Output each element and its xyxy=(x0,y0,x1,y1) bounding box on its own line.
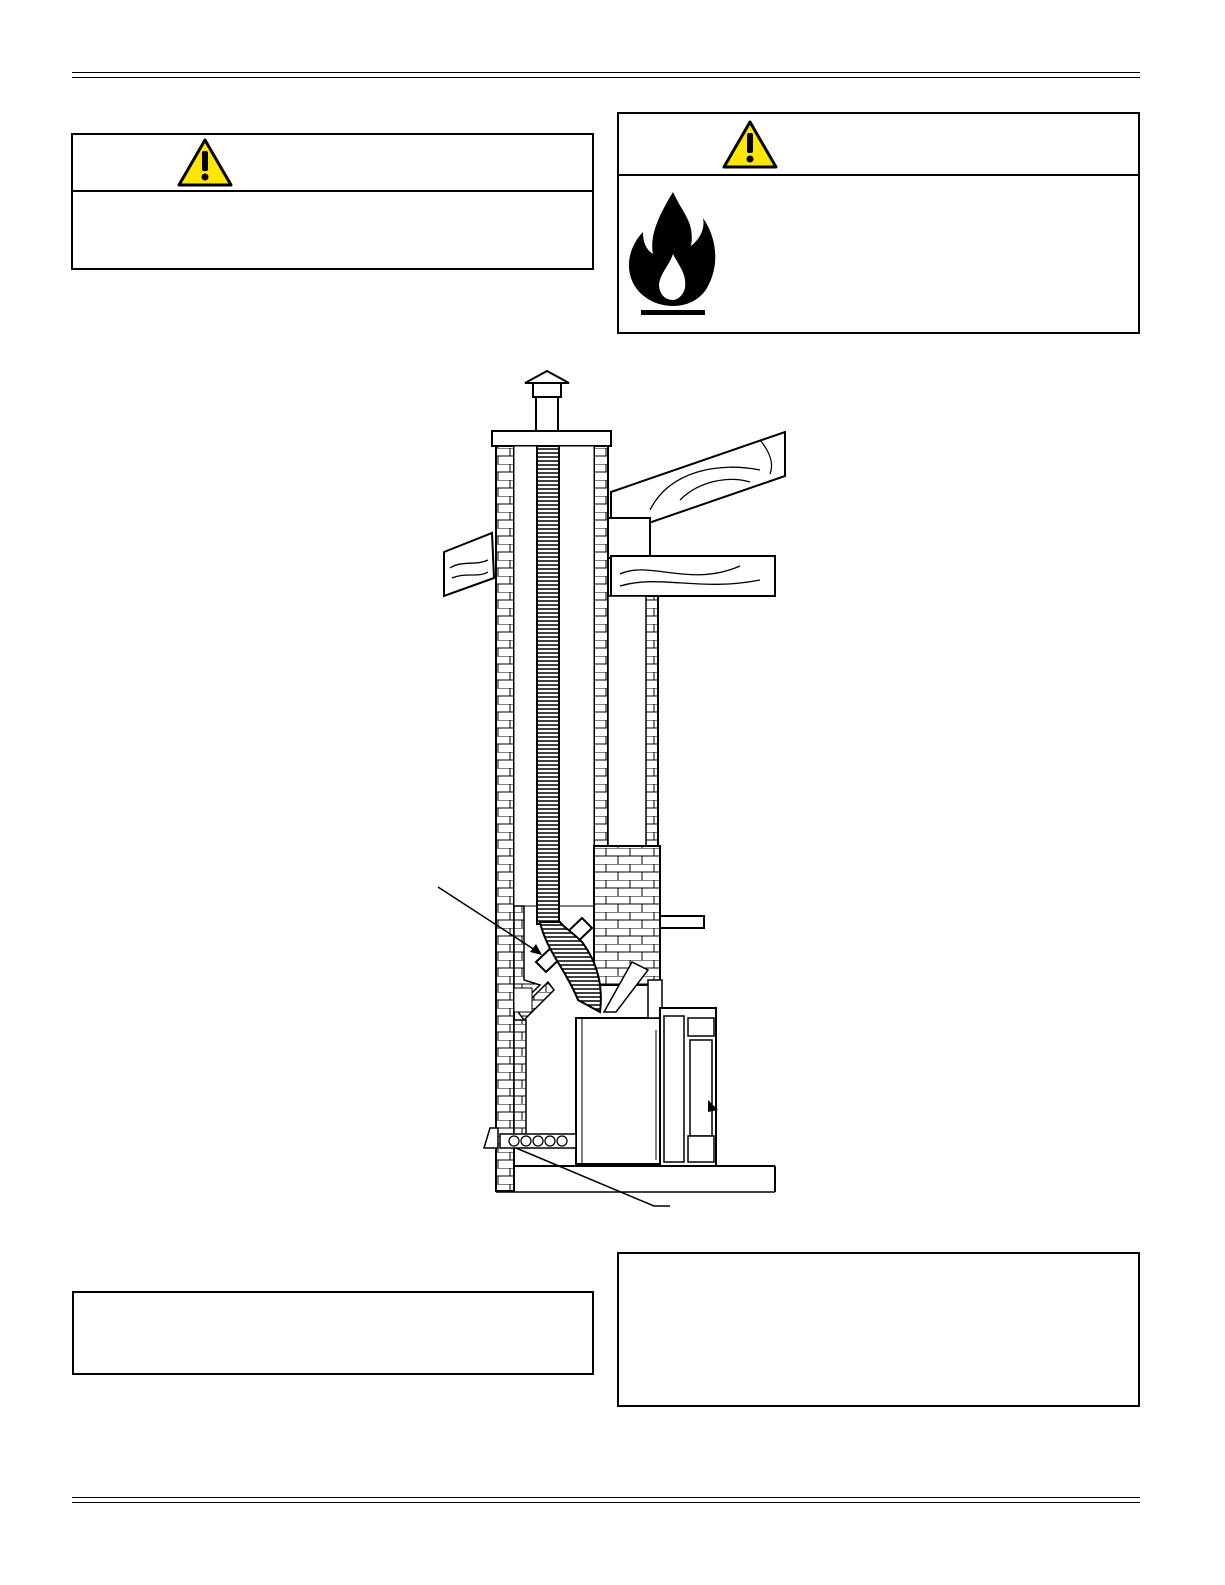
note-box-left xyxy=(72,1291,594,1375)
footer-rule-top xyxy=(72,1497,1140,1498)
warning-box-right xyxy=(617,112,1140,334)
rain-cap xyxy=(525,371,569,431)
warning-box-left xyxy=(71,133,594,270)
flexible-liner xyxy=(537,446,559,924)
chimney-wall-right xyxy=(594,446,608,906)
footer-rule-bottom xyxy=(72,1502,1140,1503)
insert-face xyxy=(660,1008,718,1166)
warning-header xyxy=(73,135,592,192)
firebox-back xyxy=(514,1020,526,1138)
note-box-right xyxy=(617,1252,1140,1407)
mantel-shelf xyxy=(660,916,704,928)
warning-header xyxy=(619,114,1138,176)
roof-framing xyxy=(608,432,785,596)
smoke-chamber xyxy=(594,846,660,985)
air-space xyxy=(608,596,646,846)
header-rule-bottom xyxy=(72,77,1140,78)
warning-triangle-icon xyxy=(176,137,234,189)
header-rule-top xyxy=(72,72,1140,73)
chimney-liner-diagram xyxy=(400,370,800,1210)
siding-detail xyxy=(444,533,494,596)
flame-icon xyxy=(625,188,721,324)
chimney-crown xyxy=(492,431,611,446)
fireplace-insert xyxy=(576,1018,660,1164)
warning-triangle-icon xyxy=(721,119,779,171)
outside-air-pipe xyxy=(484,1128,576,1148)
chimney-wall-left xyxy=(496,446,514,1191)
